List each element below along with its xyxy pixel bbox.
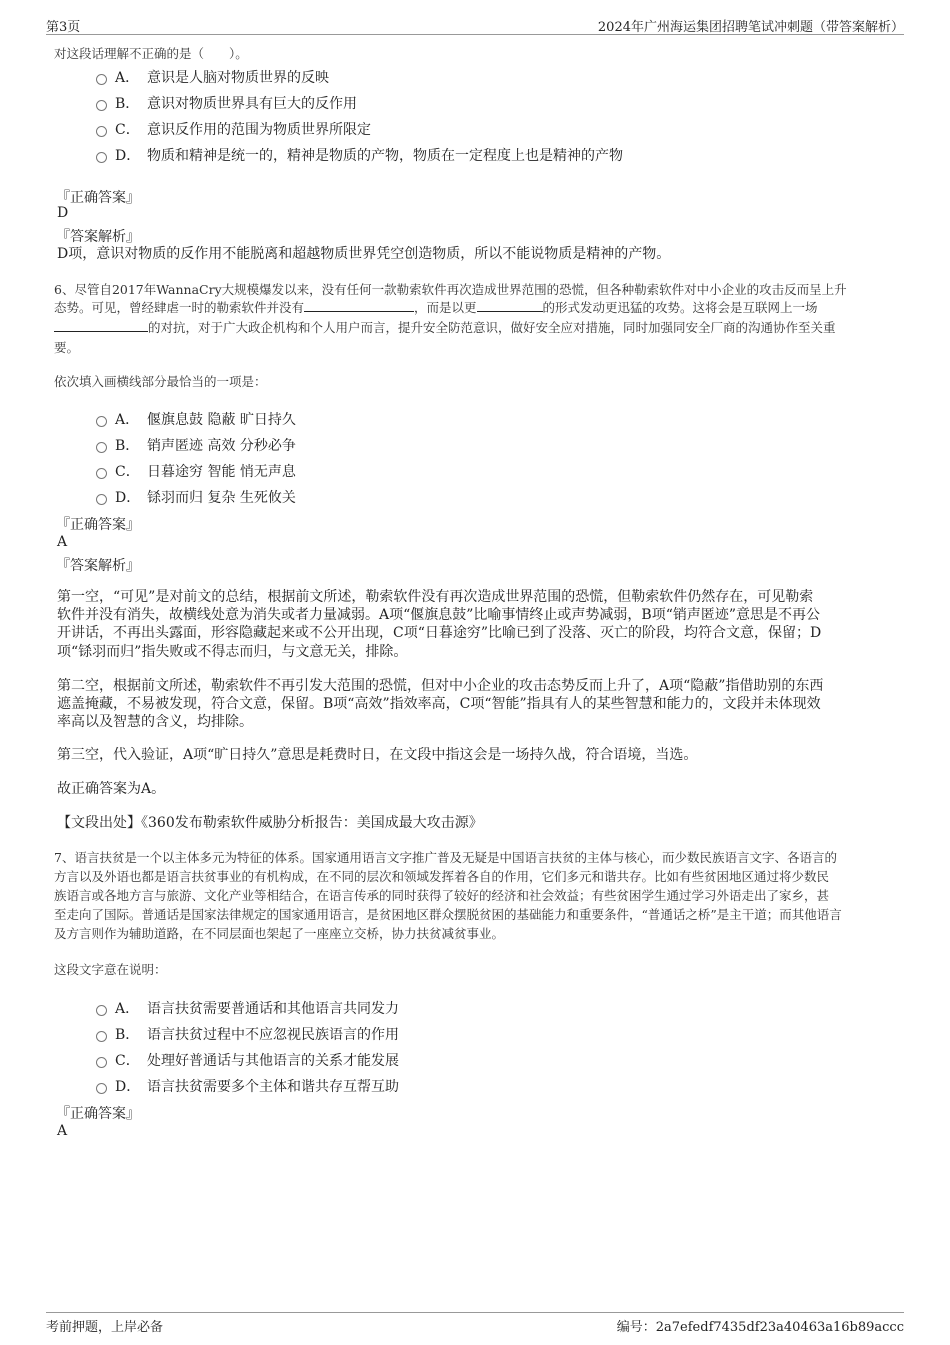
q7-stem-line-4: 至走向了国际。普通话是国家法律规定的国家通用语言，是贫困地区群众摆脱贫困的基础能力和重要条件，“普通话之桥”是主干道；而其他语言 (54, 907, 842, 922)
q6-analysis-p1-line4: 项“铩羽而归”指失败或不得志而归，与文意无关，排除。 (57, 644, 408, 660)
q6-answer: A (57, 534, 68, 550)
q6-answer-label: 『正确答案』 (56, 517, 140, 533)
footer-slogan: 考前押题，上岸必备 (46, 1320, 164, 1335)
blank-3 (54, 319, 148, 332)
q6-analysis-p1-line1: 第一空，“可见”是对前文的总结，根据前文所述，勒索软件没有再次造成世界范围的恐慌，但勒索软件仍然存在，可见勒索 (57, 589, 814, 605)
q7-option-a[interactable]: A． 语言扶贫需要普通话和其他语言共同发力 (96, 998, 399, 1018)
q6-analysis-p2-line1: 第二空，根据前文所述，勒索软件不再引发大范围的恐慌，但对中小企业的攻击态势反而上升了，A项“隐蔽”指借助别的东西 (57, 678, 824, 694)
q6-analysis-p1-line3: 开讲话，不再出头露面，形容隐藏起来或不公开出现，C项“日暮途穷”比喻已到了没落、灭亡的阶段，均符合文意，保留；D (57, 625, 822, 641)
q6-stem-line-4: 要。 (54, 340, 80, 355)
radio-icon[interactable] (96, 126, 107, 137)
q5-option-c[interactable]: C． 意识反作用的范围为物质世界所限定 (96, 119, 371, 139)
q6-option-c[interactable]: C． 日暮途穷 智能 悄无声息 (96, 461, 296, 481)
radio-icon[interactable] (96, 1005, 107, 1016)
radio-icon[interactable] (96, 442, 107, 453)
document-title: 2024年广州海运集团招聘笔试冲刺题（带答案解析） (597, 20, 904, 35)
radio-icon[interactable] (96, 1031, 107, 1042)
blank-2 (477, 299, 543, 312)
q6-analysis-p2-line3: 率高以及智慧的含义，均排除。 (57, 714, 253, 730)
radio-icon[interactable] (96, 416, 107, 427)
q7-stem-line-3: 族语言或各地方言与旅游、文化产业等相结合，在语言传承的同时获得了较好的经济和社会效益；有些贫困学生通过学习外语走出了家乡，甚 (54, 888, 830, 903)
q6-stem-line-1: 6、尽管自2017年WannaCry大规模爆发以来，没有任何一款勒索软件再次造成世界范围的恐慌，但各种勒索软件对中小企业的攻击反而呈上升 (54, 282, 847, 297)
q6-analysis-p2-line2: 遮盖掩藏，不易被发现，符合文意，保留。B项“高效”指效率高，C项“智能”指具有人的某些智慧和能力的，文段并未体现效 (57, 696, 821, 712)
q6-stem-line-2: 态势。可见，曾经肆虐一时的勒索软件并没有 ，而是以更 的形式发动更迅猛的攻势。这将会是互联网上一场 (54, 300, 818, 315)
page-footer (46, 1312, 904, 1335)
q7-option-c[interactable]: C． 处理好普通话与其他语言的关系才能发展 (96, 1050, 399, 1070)
q7-prompt: 这段文字意在说明： (54, 962, 167, 977)
q5-option-a[interactable]: A． 意识是人脑对物质世界的反映 (96, 67, 329, 87)
radio-icon[interactable] (96, 100, 107, 111)
q6-option-b[interactable]: B． 销声匿迹 高效 分秒必争 (96, 435, 296, 455)
q5-answer: D (57, 205, 69, 221)
q7-answer: A (57, 1123, 68, 1139)
q7-stem-line-1: 7、语言扶贫是一个以主体多元为特征的体系。国家通用语言文字推广普及无疑是中国语言扶贫的主体与核心，而少数民族语言文字、各语言的 (54, 850, 837, 865)
q6-analysis-p3: 第三空，代入验证，A项“旷日持久”意思是耗费时日，在文段中指这会是一场持久战，符合语境，当选。 (57, 747, 698, 763)
q5-stem: 对这段话理解不正确的是（ ）。 (54, 46, 248, 61)
q6-analysis-p1-line2: 软件并没有消失，故横线处意为消失或者力量减弱。A项“偃旗息鼓”比喻事情终止或声势减弱，B项“销声匿迹”意思是不再公 (57, 607, 821, 623)
q6-option-a[interactable]: A． 偃旗息鼓 隐蔽 旷日持久 (96, 409, 296, 429)
radio-icon[interactable] (96, 74, 107, 85)
radio-icon[interactable] (96, 468, 107, 479)
radio-icon[interactable] (96, 494, 107, 505)
blank-1 (304, 299, 414, 312)
page-header (46, 14, 904, 35)
q6-analysis-p4: 故正确答案为A。 (57, 781, 166, 797)
q5-option-d[interactable]: D． 物质和精神是统一的，精神是物质的产物，物质在一定程度上也是精神的产物 (96, 145, 623, 165)
q6-analysis-label: 『答案解析』 (56, 558, 140, 574)
q5-option-b[interactable]: B． 意识对物质世界具有巨大的反作用 (96, 93, 357, 113)
q5-answer-label: 『正确答案』 (56, 190, 140, 206)
radio-icon[interactable] (96, 152, 107, 163)
q6-prompt: 依次填入画横线部分最恰当的一项是： (54, 374, 267, 389)
q6-stem-line-3: 的对抗，对于广大政企机构和个人用户而言，提升安全防范意识，做好安全应对措施，同时加强同安全厂商的沟通协作至关重 (54, 319, 836, 337)
page-number: 第3页 (46, 20, 81, 35)
radio-icon[interactable] (96, 1057, 107, 1068)
q7-answer-label: 『正确答案』 (56, 1106, 140, 1122)
q7-option-d[interactable]: D． 语言扶贫需要多个主体和谐共存互帮互助 (96, 1076, 399, 1096)
document-id: 编号：2a7efedf7435df23a40463a16b89accc (616, 1320, 904, 1335)
q6-source: 【文段出处】《360发布勒索软件威胁分析报告：美国成最大攻击源》 (57, 815, 483, 831)
q5-analysis: D项，意识对物质的反作用不能脱离和超越物质世界凭空创造物质，所以不能说物质是精神的产物。 (57, 246, 671, 262)
q7-stem-line-5: 及方言则作为辅助道路，在不同层面也架起了一座座立交桥，协力扶贫减贫事业。 (54, 926, 505, 941)
q7-stem-line-2: 方言以及外语也都是语言扶贫事业的有机构成，在不同的层次和领域发挥着各自的作用，它们多元和谐共存。比如有些贫困地区通过将少数民 (54, 869, 830, 884)
q5-analysis-label: 『答案解析』 (56, 229, 140, 245)
q7-option-b[interactable]: B． 语言扶贫过程中不应忽视民族语言的作用 (96, 1024, 399, 1044)
q6-option-d[interactable]: D． 铩羽而归 复杂 生死攸关 (96, 487, 296, 507)
radio-icon[interactable] (96, 1083, 107, 1094)
